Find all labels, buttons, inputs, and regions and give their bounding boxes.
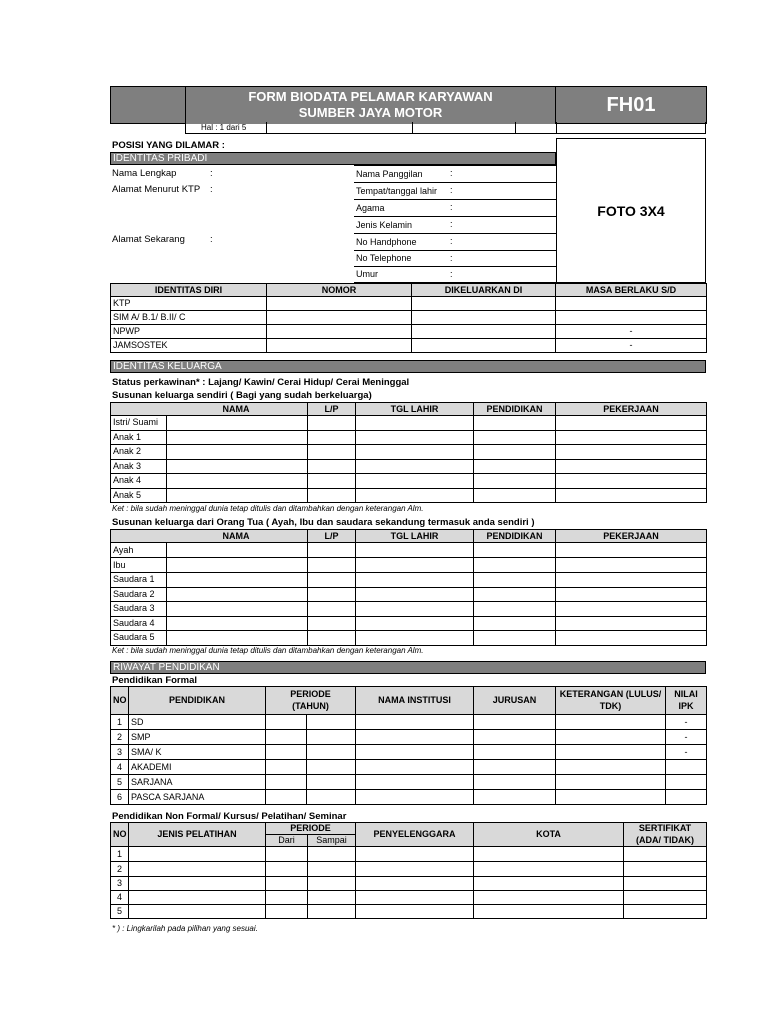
th-lp: L/P [308, 530, 356, 543]
th-pendidikan: PENDIDIKAN [474, 403, 556, 416]
th-kota: KOTA [474, 823, 624, 847]
photo-label: FOTO 3X4 [597, 202, 665, 219]
table-row: Anak 3 [111, 459, 707, 474]
pendidikan-nonformal-table [110, 822, 707, 919]
th-identitas-diri: IDENTITAS DIRI [111, 284, 267, 297]
th-masa-berlaku: MASA BERLAKU S/D [556, 284, 707, 297]
field-agama: Agama : [354, 200, 556, 217]
th-nilai-ipk: NILAI IPK [666, 687, 707, 715]
table-row: 5 SARJANA [111, 775, 707, 790]
right-fields-table [354, 165, 556, 283]
table-row: 4 AKADEMI [111, 760, 707, 775]
table-row: Ayah [111, 543, 707, 558]
footnote: * ) : Lingkarilah pada pilihan yang sesuai. [112, 924, 258, 933]
table-row: Saudara 5 [111, 631, 707, 646]
field-alamat-sekarang: Alamat Sekarang : [112, 234, 213, 245]
field-tempat-lahir: Tempat/tanggal lahir : [354, 183, 556, 200]
th-penyelenggara: PENYELENGGARA [356, 823, 474, 847]
photo-box [556, 138, 706, 283]
pendidikan-nonformal-title: Pendidikan Non Formal/ Kursus/ Pelatihan/ Seminar [112, 811, 347, 822]
table-row: Anak 5 [111, 488, 707, 503]
title-line2: SUMBER JAYA MOTOR [298, 105, 443, 121]
header-code: FH01 [556, 87, 707, 124]
header-subrow [185, 122, 706, 134]
keluarga-ortu-table [110, 529, 707, 646]
th-no: NO [111, 687, 129, 715]
table-row: JAMSOSTEK - [111, 339, 707, 353]
table-row: Saudara 4 [111, 616, 707, 631]
th-lp: L/P [308, 403, 356, 416]
field-no-telephone: No Telephone : [354, 251, 556, 267]
field-alamat-ktp: Alamat Menurut KTP : [112, 184, 213, 195]
pendidikan-formal-title: Pendidikan Formal [112, 675, 197, 686]
th-dikeluarkan: DIKELUARKAN DI [412, 284, 556, 297]
th-pekerjaan: PEKERJAAN [556, 403, 707, 416]
riwayat-pendidikan-bar [110, 661, 706, 674]
table-row: 3 SMA/ K - [111, 745, 707, 760]
table-row: Istri/ Suami [111, 416, 707, 431]
field-nama-lengkap: Nama Lengkap : [112, 168, 213, 179]
table-row: 3 [111, 877, 707, 891]
th-tgl-lahir: TGL LAHIR [356, 403, 474, 416]
field-umur: Umur : [354, 267, 556, 283]
th-nama: NAMA [167, 403, 308, 416]
th-keterangan: KETERANGAN (LULUS/ TDK) [556, 687, 666, 715]
header-table [110, 86, 707, 124]
keluarga-sendiri-title: Susunan keluarga sendiri ( Bagi yang sudah berkeluarga) [112, 390, 372, 401]
table-row: 4 [111, 891, 707, 905]
ket-note-2: Ket : bila sudah meninggal dunia tetap ditulis dan ditambahkan dengan keterangan Alm. [112, 646, 424, 655]
table-row: 5 [111, 905, 707, 919]
table-row: Saudara 1 [111, 573, 707, 588]
table-row: Saudara 3 [111, 602, 707, 617]
table-row: Anak 1 [111, 430, 707, 445]
table-row: SIM A/ B.1/ B.II/ C [111, 311, 707, 325]
th-periode: PERIODE (TAHUN) [266, 687, 356, 715]
identitas-keluarga-bar [110, 360, 706, 373]
table-row: KTP [111, 297, 707, 311]
th-pekerjaan: PEKERJAAN [556, 530, 707, 543]
table-row: 2 SMP - [111, 730, 707, 745]
field-no-handphone: No Handphone : [354, 234, 556, 251]
pendidikan-formal-table [110, 686, 707, 805]
header-blank [111, 87, 186, 124]
status-perkawinan: Status perkawinan* : Lajang/ Kawin/ Cerai Hidup/ Cerai Meninggal [112, 377, 410, 388]
field-jenis-kelamin: Jenis Kelamin : [354, 217, 556, 234]
identitas-pribadi-title: IDENTITAS PRIBADI [113, 153, 208, 164]
page-indicator: Hal : 1 dari 5 [201, 123, 247, 132]
table-row: 1 SD - [111, 715, 707, 730]
table-row: Saudara 2 [111, 587, 707, 602]
posisi-label: POSISI YANG DILAMAR : [112, 140, 225, 151]
table-row: NPWP - [111, 325, 707, 339]
th-periode: PERIODE [266, 823, 356, 835]
keluarga-ortu-title: Susunan keluarga dari Orang Tua ( Ayah, Ibu dan saudara sekandung termasuk anda sendiri ) [112, 517, 535, 528]
identitas-diri-table [110, 283, 707, 353]
th-tgl-lahir: TGL LAHIR [356, 530, 474, 543]
ket-note-1: Ket : bila sudah meninggal dunia tetap ditulis dan ditambahkan dengan keterangan Alm. [112, 504, 424, 513]
th-sertifikat: SERTIFIKAT (ADA/ TIDAK) [624, 823, 707, 847]
th-pendidikan: PENDIDIKAN [474, 530, 556, 543]
identitas-keluarga-title: IDENTITAS KELUARGA [113, 361, 222, 372]
th-nama-institusi: NAMA INSTITUSI [356, 687, 474, 715]
table-row: Anak 2 [111, 445, 707, 460]
th-nomor: NOMOR [267, 284, 412, 297]
th-sampai: Sampai [308, 835, 356, 847]
th-no: NO [111, 823, 129, 847]
th-nama: NAMA [167, 530, 308, 543]
th-dari: Dari [266, 835, 308, 847]
table-row: 2 [111, 862, 707, 877]
riwayat-pendidikan-title: RIWAYAT PENDIDIKAN [113, 662, 220, 673]
table-row: 6 PASCA SARJANA [111, 790, 707, 805]
keluarga-sendiri-table [110, 402, 707, 503]
table-row: Ibu [111, 558, 707, 573]
th-jenis-pelatihan: JENIS PELATIHAN [129, 823, 266, 847]
header-title [186, 87, 556, 124]
title-line1: FORM BIODATA PELAMAR KARYAWAN [248, 89, 493, 105]
th-jurusan: JURUSAN [474, 687, 556, 715]
table-row: Anak 4 [111, 474, 707, 489]
field-nama-panggilan: Nama Panggilan : [354, 166, 556, 183]
th-pendidikan: PENDIDIKAN [129, 687, 266, 715]
identitas-pribadi-bar [110, 152, 556, 165]
table-row: 1 [111, 847, 707, 862]
